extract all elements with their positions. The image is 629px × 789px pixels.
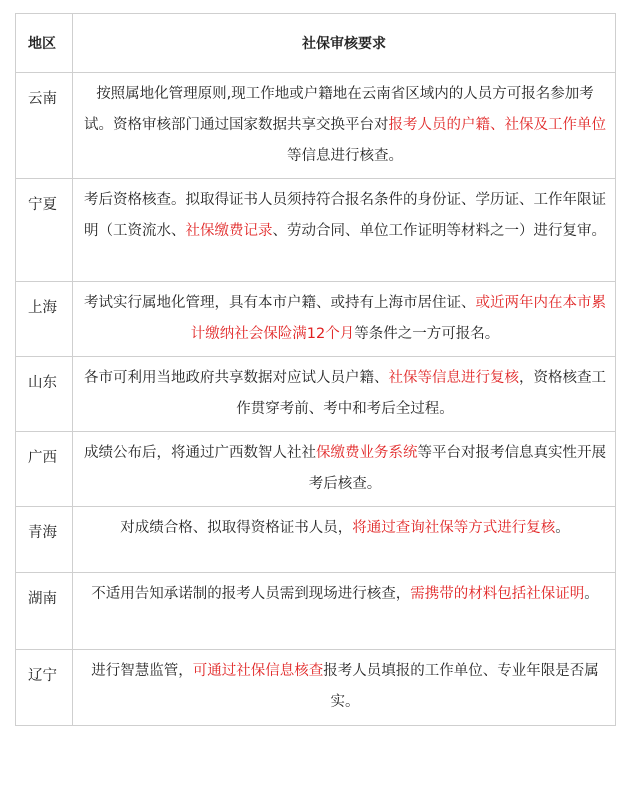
requirement-text: 。 xyxy=(584,586,599,602)
requirement-cell xyxy=(73,573,616,650)
header-requirement: 社保审核要求 xyxy=(73,14,616,73)
requirement-cell xyxy=(73,73,616,179)
requirement-text: 等条件之一方可报名。 xyxy=(354,326,500,342)
table-row xyxy=(16,650,616,726)
table-header-row xyxy=(16,14,616,73)
highlighted-text: 社保缴费记录 xyxy=(185,223,273,239)
table-row xyxy=(16,357,616,432)
requirement-text: 各市可利用当地政府共享数据对应试人员户籍、 xyxy=(84,370,389,386)
highlighted-text: 报考人员的户籍、社保及工作单位 xyxy=(388,117,606,133)
table-row xyxy=(16,179,616,282)
region-cell: 宁夏 xyxy=(16,179,73,282)
highlighted-text: 可通过社保信息核查 xyxy=(192,663,324,679)
requirement-text: 等信息进行核查。 xyxy=(287,148,403,164)
header-region: 地区 xyxy=(16,14,73,73)
table-row xyxy=(16,507,616,573)
region-cell: 山东 xyxy=(16,357,73,432)
requirement-cell xyxy=(73,432,616,507)
requirement-text: 不适用告知承诺制的报考人员需到现场进行核查， xyxy=(91,586,411,602)
requirement-text: 等平台对报考信息真实性开展考后核查。 xyxy=(308,445,606,492)
requirement-text: 按照属地化管理原则,现工作地或户籍地在云南省区域内的人员方可报名参加考试。资格审核部门通过国家数据共享交换平台对 xyxy=(84,86,594,133)
table-row xyxy=(16,573,616,650)
requirement-cell xyxy=(73,282,616,357)
requirement-text: ，资格核查工作贯穿考前、考中和考后全过程。 xyxy=(236,370,606,417)
highlighted-text: 需携带的材料包括社保证明 xyxy=(410,586,585,602)
highlighted-text: 或近两年内在本市累计缴纳社会保险满12个月 xyxy=(190,295,606,342)
table-row xyxy=(16,432,616,507)
requirement-text: 报考人员填报的工作单位、专业年限是否属实。 xyxy=(323,663,599,710)
requirement-text: 考后资格核查。拟取得证书人员须持符合报名条件的身份证、学历证、工作年限证明（工资流水、 xyxy=(84,192,606,239)
region-cell: 云南 xyxy=(16,73,73,179)
highlighted-text: 社保等信息进行复核 xyxy=(388,370,519,386)
requirement-text: 。 xyxy=(555,520,570,536)
requirement-text: 对成绩合格、拟取得资格证书人员， xyxy=(120,520,353,536)
requirement-text: 考试实行属地化管理，具有本市户籍、或持有上海市居住证、 xyxy=(84,295,476,311)
requirement-cell xyxy=(73,179,616,282)
requirement-text: 成绩公布后，将通过广西数智人社社 xyxy=(84,445,316,461)
table-row xyxy=(16,282,616,357)
region-cell: 广西 xyxy=(16,432,73,507)
region-cell: 辽宁 xyxy=(16,650,73,726)
region-cell: 上海 xyxy=(16,282,73,357)
table-row xyxy=(16,73,616,179)
highlighted-text: 保缴费业务系统 xyxy=(316,445,418,461)
highlighted-text: 将通过查询社保等方式进行复核 xyxy=(352,520,556,536)
requirement-text: 、劳动合同、单位工作证明等材料之一）进行复审。 xyxy=(272,223,606,239)
requirement-text: 进行智慧监管， xyxy=(91,663,193,679)
requirement-cell xyxy=(73,650,616,726)
region-cell: 青海 xyxy=(16,507,73,573)
social-insurance-table xyxy=(15,13,616,726)
requirement-cell xyxy=(73,507,616,573)
requirement-cell xyxy=(73,357,616,432)
region-cell: 湖南 xyxy=(16,573,73,650)
